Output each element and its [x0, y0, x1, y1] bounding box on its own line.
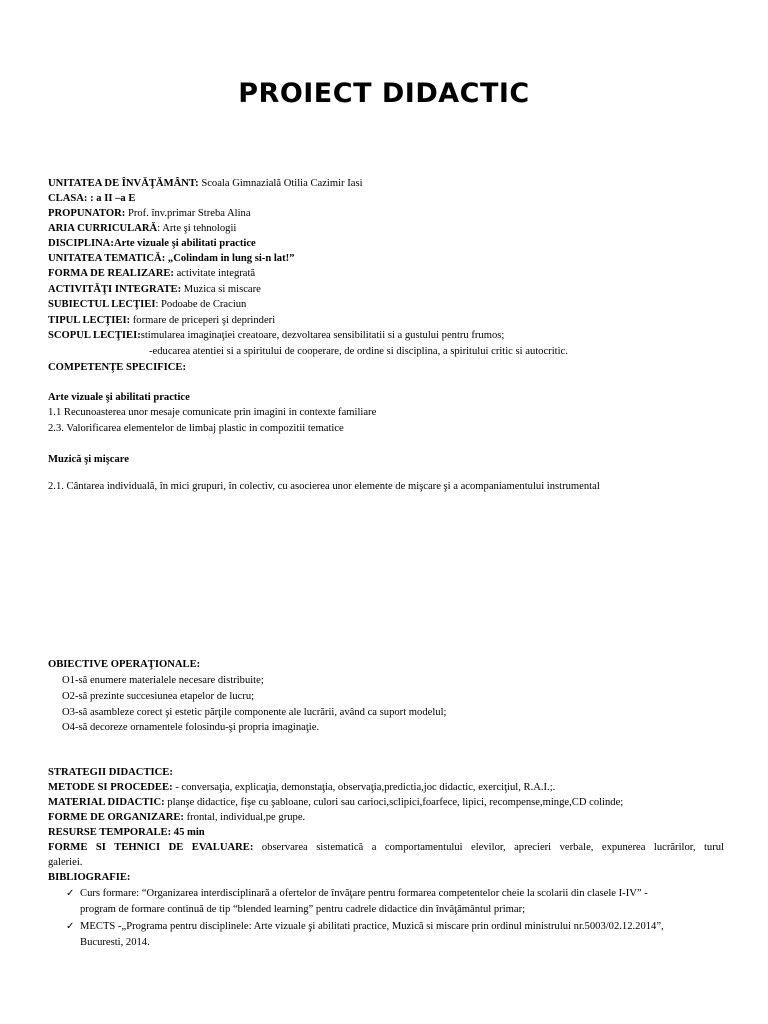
obiectiv-o1: O1-să enumere materialele necesare distribuite;: [62, 675, 264, 686]
info-subiectul: SUBIECTUL LECŢIEI: Podoabe de Craciun: [48, 299, 247, 310]
info-unitatea-tematica: UNITATEA TEMATICĂ: „Colindam in lung si-n lat!”: [48, 253, 295, 264]
metode-line: METODE SI PROCEDEE: - conversaţia, explicaţia, demonstaţia, observaţia,predictia,joc didactic, exerciţiul, R.A.I.;.: [48, 782, 556, 793]
info-propunator: PROPUNATOR: Prof. înv.primar Streba Alina: [48, 208, 251, 219]
arte-heading: Arte vizuale şi abilitati practice: [48, 392, 190, 403]
scopul-line-2: -educarea atentiei si a spiritului de cooperare, de ordine si disciplina, a spiritului critic si autocritic.: [149, 346, 568, 357]
arte-item-1: 1.1 Recunoasterea unor mesaje comunicate prin imagini in contexte familiare: [48, 407, 377, 418]
info-scopul: SCOPUL LECŢIEI:stimularea imaginaţiei creatoare, dezvoltarea sensibilitatii si a gustului pentru frumos;: [48, 330, 505, 341]
info-activitati-integrate: ACTIVITĂŢI INTEGRATE: Muzica si miscare: [48, 284, 261, 295]
bibliografie-item-2-line-2: Bucuresti, 2014.: [80, 937, 150, 948]
evaluare-line-2: galeriei.: [48, 857, 83, 868]
muzica-item-1: 2.1. Cântarea individuală, în mici grupuri, în colectiv, cu asocierea unor elemente de mişcare şi a acompaniamentului instrumental: [48, 481, 600, 492]
arte-item-2: 2.3. Valorificarea elementelor de limbaj plastic in compozitii tematice: [48, 423, 344, 434]
document-title: PROIECT DIDACTIC: [238, 78, 530, 109]
info-unitatea: UNITATEA DE ÎNVĂŢĂMÂNT: Scoala Gimnazială Otilia Cazimir Iasi: [48, 178, 363, 189]
muzica-heading: Muzică şi mişcare: [48, 454, 129, 465]
bibliografie-item-2: ✓ MECTS -„Programa pentru disciplinele: Arte vizuale şi abilitati practice, Muzică si miscare prin ordinul ministrului nr.5003/02.12.2014”,: [66, 921, 664, 932]
info-tipul: TIPUL LECŢIEI: formare de priceperi şi deprinderi: [48, 315, 276, 326]
material-line: MATERIAL DIDACTIC: planşe didactice, fişe cu şabloane, culori sau carioci,sclipici,foarfece, lipici, recompense,minge,CD colinde;: [48, 797, 624, 808]
info-forma-realizare: FORMA DE REALIZARE: activitate integrată: [48, 268, 256, 279]
checkmark-icon: ✓: [66, 921, 75, 932]
obiectiv-o2: O2-să prezinte succesiunea etapelor de lucru;: [62, 691, 255, 702]
forme-organizare-line: FORME DE ORGANIZARE: frontal, individual,pe grupe.: [48, 812, 306, 823]
info-clasa: CLASA: : a II –a E: [48, 193, 136, 204]
info-disciplina: DISCIPLINA:Arte vizuale şi abilitati practice: [48, 238, 256, 249]
bibliografie-item-1-line-2: program de formare continuă de tip “blended learning” pentru cadrele didactice din învăţământul primar;: [80, 904, 526, 915]
obiective-heading: OBIECTIVE OPERAŢIONALE:: [48, 659, 201, 670]
info-aria: ARIA CURRICULARĂ: Arte şi tehnologii: [48, 223, 237, 234]
strategii-heading: STRATEGII DIDACTICE:: [48, 767, 173, 778]
bibliografie-item-1: ✓ Curs formare: “Organizarea interdisciplinară a ofertelor de învăţare pentru formarea competentelor cheie la scolarii din clasele I-IV” -: [66, 888, 648, 899]
obiectiv-o3: O3-să asambleze corect şi estetic părţile componente ale lucrării, având ca suport modelul;: [62, 707, 447, 718]
resurse-line: RESURSE TEMPORALE: 45 min: [48, 827, 205, 838]
bibliografie-heading: BIBLIOGRAFIE:: [48, 872, 131, 883]
evaluare-line: FORME SI TEHNICI DE EVALUARE: observarea sistematică a comportamentului elevilor, aprecieri verbale, expunerea lucrărilor, turul: [48, 842, 724, 853]
competente-heading: COMPETENŢE SPECIFICE:: [48, 362, 187, 373]
checkmark-icon: ✓: [66, 888, 75, 899]
obiectiv-o4: O4-să decoreze ornamentele folosindu-şi propria imaginaţie.: [62, 722, 320, 733]
